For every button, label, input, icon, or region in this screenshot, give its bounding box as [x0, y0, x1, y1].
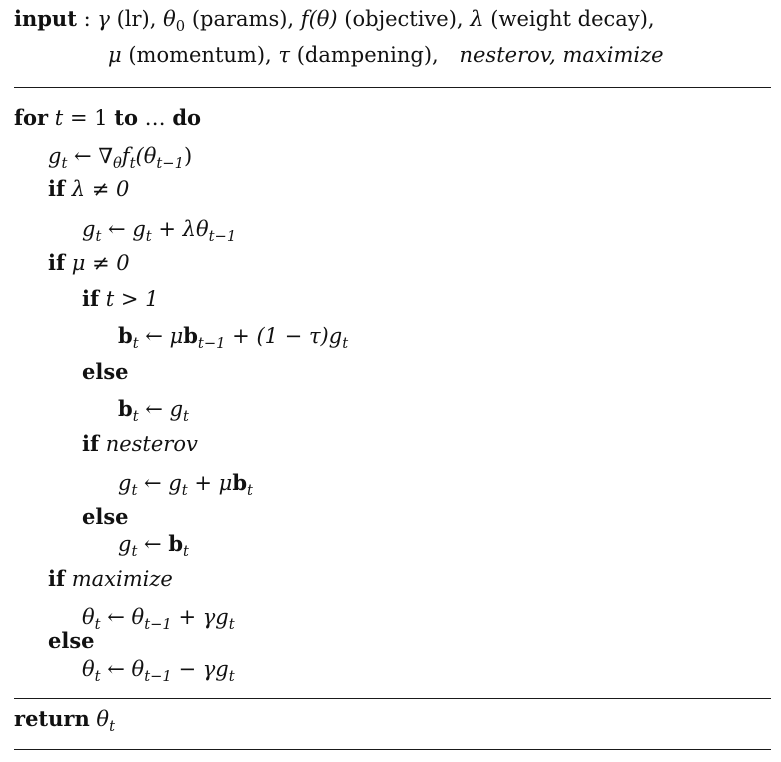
param-tau-symbol: τ [278, 43, 291, 67]
t-condition: t > 1 [105, 287, 159, 311]
wd-rhs: g [132, 217, 146, 241]
else-keyword: else [82, 504, 129, 529]
max-lhs-sub: t [94, 616, 101, 634]
buf1-b: b [183, 323, 198, 348]
gb-b-sub: t [183, 543, 189, 561]
buf1-mu: μ [169, 324, 184, 348]
return-sub: t [109, 718, 115, 736]
loop-divider [14, 698, 771, 699]
min-op: − γg [178, 657, 229, 681]
if-keyword: if [82, 431, 100, 456]
max-lhs: θ [82, 605, 95, 629]
input-line-1 [14, 6, 655, 36]
loop-start: = 1 [69, 106, 108, 130]
minimize-update-step [82, 656, 235, 686]
gb-arrow: ← [144, 532, 162, 556]
header-divider [14, 87, 771, 88]
grad-lhs-sub: t [61, 155, 68, 173]
grad-arrow: ← [74, 144, 92, 168]
if-keyword: if [48, 176, 66, 201]
if-momentum [48, 250, 130, 276]
param-gamma-symbol: γ [97, 7, 110, 31]
to-keyword: to [114, 105, 138, 130]
param-lambda-desc: (weight decay), [490, 7, 655, 31]
min-arrow: ← [107, 657, 125, 681]
param-lambda-symbol: λ [470, 7, 484, 31]
buffer-update-step [118, 323, 349, 353]
param-maximize: maximize [562, 43, 664, 67]
weight-decay-condition: λ ≠ 0 [71, 177, 130, 201]
nest-b: b [232, 470, 247, 495]
maximize-update-step [82, 604, 235, 634]
buf2-lhs-sub: t [132, 408, 139, 426]
else-buffer [82, 359, 129, 385]
gb-lhs: g [118, 532, 132, 556]
gb-lhs-sub: t [131, 543, 138, 561]
grad-theta-sub: t−1 [156, 155, 184, 173]
if-t-greater-one [82, 286, 158, 312]
param-objective-symbol: f(θ) [300, 7, 338, 31]
param-objective-desc: (objective), [344, 7, 464, 31]
wd-plus: + λθ [158, 217, 209, 241]
grad-f-sub: t [129, 155, 136, 173]
if-keyword: if [48, 250, 66, 275]
input-colon: : [83, 7, 91, 31]
else-keyword: else [82, 359, 129, 384]
nest-plus: + μ [194, 471, 233, 495]
min-lhs: θ [82, 657, 95, 681]
param-theta0-desc: (params), [191, 7, 295, 31]
min-rhs: θ [131, 657, 145, 681]
wd-lhs: g [82, 217, 96, 241]
nesterov-condition: nesterov [105, 432, 198, 456]
nabla-sub: θ [113, 155, 122, 173]
param-mu-desc: (momentum), [128, 43, 272, 67]
buf2-arrow: ← [145, 397, 163, 421]
else-nesterov [82, 504, 129, 530]
param-theta0-symbol: θ [163, 7, 176, 31]
weight-decay-step [82, 216, 237, 246]
nest-rhs: g [168, 471, 182, 495]
for-loop-line [14, 105, 201, 131]
min-rhs-sub: t−1 [144, 668, 172, 686]
max-arrow: ← [107, 605, 125, 629]
wd-arrow: ← [108, 217, 126, 241]
max-rhs: θ [131, 605, 145, 629]
param-theta0-sub: 0 [175, 18, 186, 36]
param-tau-desc: (dampening), [296, 43, 439, 67]
buf1-lhs-sub: t [132, 335, 139, 353]
max-op: + γg [178, 605, 229, 629]
nesterov-step [118, 470, 253, 500]
loop-variable: t [54, 106, 64, 130]
return-keyword: return [14, 706, 90, 731]
param-gamma-desc: (lr), [116, 7, 157, 31]
gb-b: b [168, 531, 184, 556]
min-lhs-sub: t [94, 668, 101, 686]
buf1-rest-sub: t [342, 335, 349, 353]
maximize-condition: maximize [71, 567, 173, 591]
wd-rhs-sub: t [145, 228, 152, 246]
buf1-b-sub: t−1 [197, 335, 226, 353]
nest-b-sub: t [247, 482, 253, 500]
grad-f: f [121, 144, 130, 168]
param-nesterov: nesterov, [459, 43, 556, 67]
if-weight-decay [48, 176, 129, 202]
nest-arrow: ← [144, 471, 162, 495]
input-keyword: input [14, 6, 77, 31]
return-symbol: θ [96, 707, 110, 731]
buffer-to-grad-step [118, 531, 189, 561]
loop-ellipsis: … [144, 106, 166, 130]
param-mu-symbol: μ [108, 43, 122, 67]
if-keyword: if [48, 566, 66, 591]
return-line [14, 706, 115, 736]
nest-rhs-sub: t [181, 482, 188, 500]
buf2-rhs: g [169, 397, 184, 421]
grad-lhs: g [48, 144, 62, 168]
nest-lhs-sub: t [131, 482, 138, 500]
buffer-init-step [118, 396, 189, 426]
grad-theta: (θ [135, 144, 157, 168]
nest-lhs: g [118, 471, 132, 495]
nabla-symbol: ∇ [98, 144, 114, 168]
input-line-2 [108, 42, 664, 68]
max-op-sub: t [228, 616, 235, 634]
max-rhs-sub: t−1 [144, 616, 172, 634]
gradient-step [48, 143, 193, 173]
buf2-rhs-sub: t [183, 408, 189, 426]
footer-divider [14, 749, 771, 750]
buf1-lhs: b [118, 323, 133, 348]
grad-close: ) [183, 144, 193, 168]
wd-lhs-sub: t [95, 228, 102, 246]
wd-plus-sub: t−1 [208, 228, 237, 246]
do-keyword: do [172, 105, 202, 130]
buf2-lhs: b [118, 396, 133, 421]
if-nesterov [82, 431, 198, 457]
if-maximize [48, 566, 173, 592]
momentum-condition: μ ≠ 0 [71, 251, 130, 275]
if-keyword: if [82, 286, 100, 311]
buf1-rest: + (1 − τ)g [232, 324, 343, 348]
min-op-sub: t [228, 668, 235, 686]
else-maximize [48, 628, 95, 654]
else-keyword: else [48, 628, 95, 653]
buf1-arrow: ← [145, 324, 163, 348]
for-keyword: for [14, 105, 49, 130]
